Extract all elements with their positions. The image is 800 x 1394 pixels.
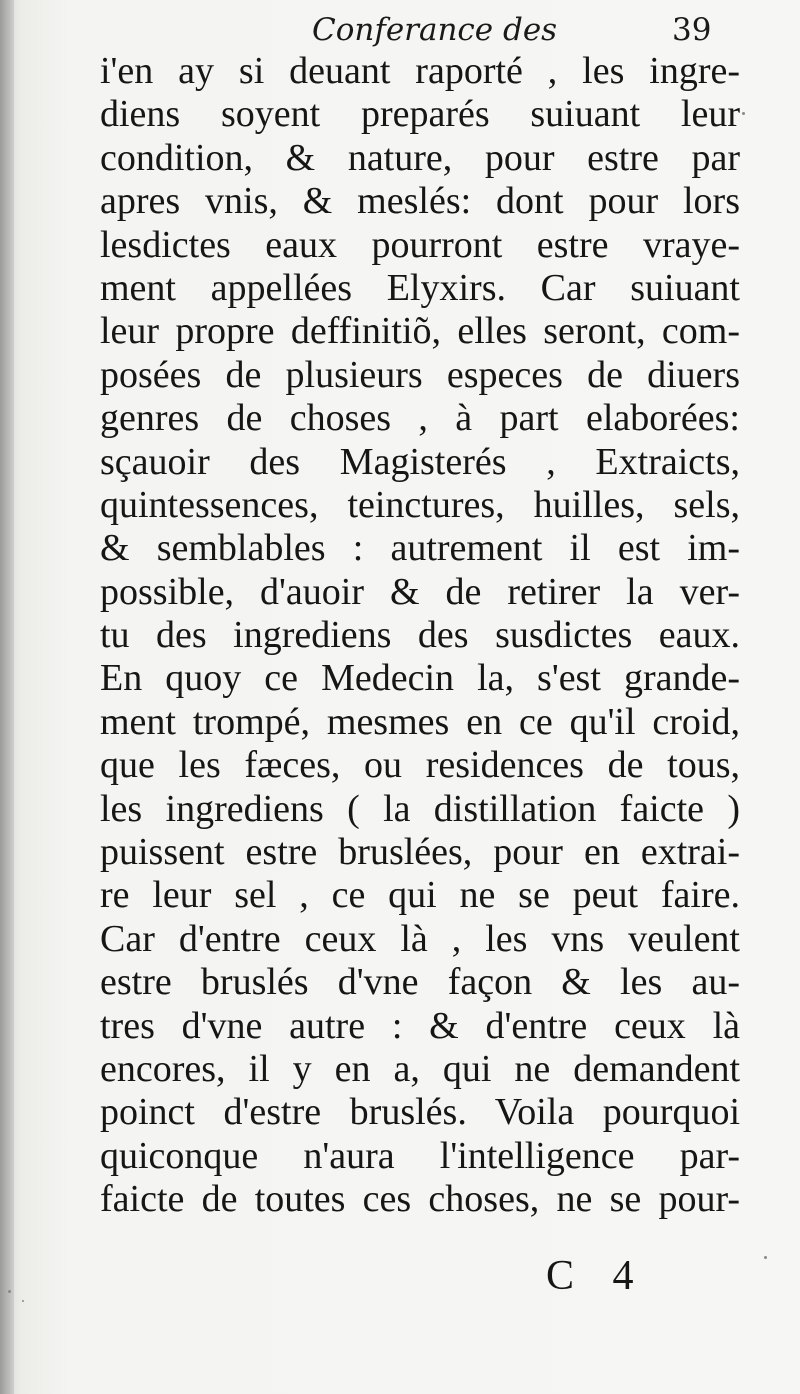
text-line: sçauoir des Magisterés , Extraicts, [100,440,740,483]
text-line: condition, & nature, pour estre par [100,136,740,179]
text-line: poinct d'estre bruslés. Voila pourquoi [100,1091,740,1134]
text-line: que les fæces, ou residences de tous, [100,744,740,787]
text-line: puissent estre bruslées, pour en extrai- [100,831,740,874]
text-line: diens soyent preparés suiuant leur [100,93,740,136]
ink-speck [742,112,745,115]
text-line: ment appellées Elyxirs. Car suiuant [100,266,740,309]
text-line: les ingrediens ( la distillation faicte ) [100,787,740,830]
text-line: quintessences, teinctures, huilles, sels, [100,483,740,526]
signature-mark: C 4 [546,1253,648,1299]
text-line: posées de plusieurs especes de diuers [100,353,740,396]
page-gutter-shadow [0,0,14,1394]
running-head [0,10,800,54]
text-line: genres de choses , à part elaborées: [100,397,740,440]
page-number: 39 [672,12,712,48]
text-line: faicte de toutes ces choses, ne se pour- [100,1178,740,1221]
text-line: re leur sel , ce qui ne se peut faire. [100,874,740,917]
text-line: encores, il y en a, qui ne demandent [100,1047,740,1090]
ink-speck [8,1290,11,1293]
text-line: En quoy ce Medecin la, s'est grande- [100,657,740,700]
body-text [100,50,740,1222]
text-line: i'en ay si deuant raporté , les ingre- [100,50,740,92]
text-line: Car d'entre ceux là , les vns veulent [100,917,740,960]
text-line: lesdictes eaux pourront estre vraye- [100,223,740,266]
text-line: & semblables : autrement il est im- [100,527,740,570]
ink-speck [764,1256,767,1259]
text-line: apres vnis, & meslés: dont pour lors [100,180,740,223]
text-line: ment trompé, mesmes en ce qu'il croid, [100,700,740,743]
text-line: possible, d'auoir & de retirer la ver- [100,570,740,613]
text-line: quiconque n'aura l'intelligence par- [100,1134,740,1177]
text-line: tu des ingrediens des susdictes eaux. [100,614,740,657]
running-title: Conferance des [312,12,558,48]
ink-speck [22,1300,24,1302]
text-line: tres d'vne autre : & d'entre ceux là [100,1004,740,1047]
text-line: estre bruslés d'vne façon & les au- [100,961,740,1004]
text-line: leur propre deffinitiõ, elles seront, com- [100,310,740,353]
